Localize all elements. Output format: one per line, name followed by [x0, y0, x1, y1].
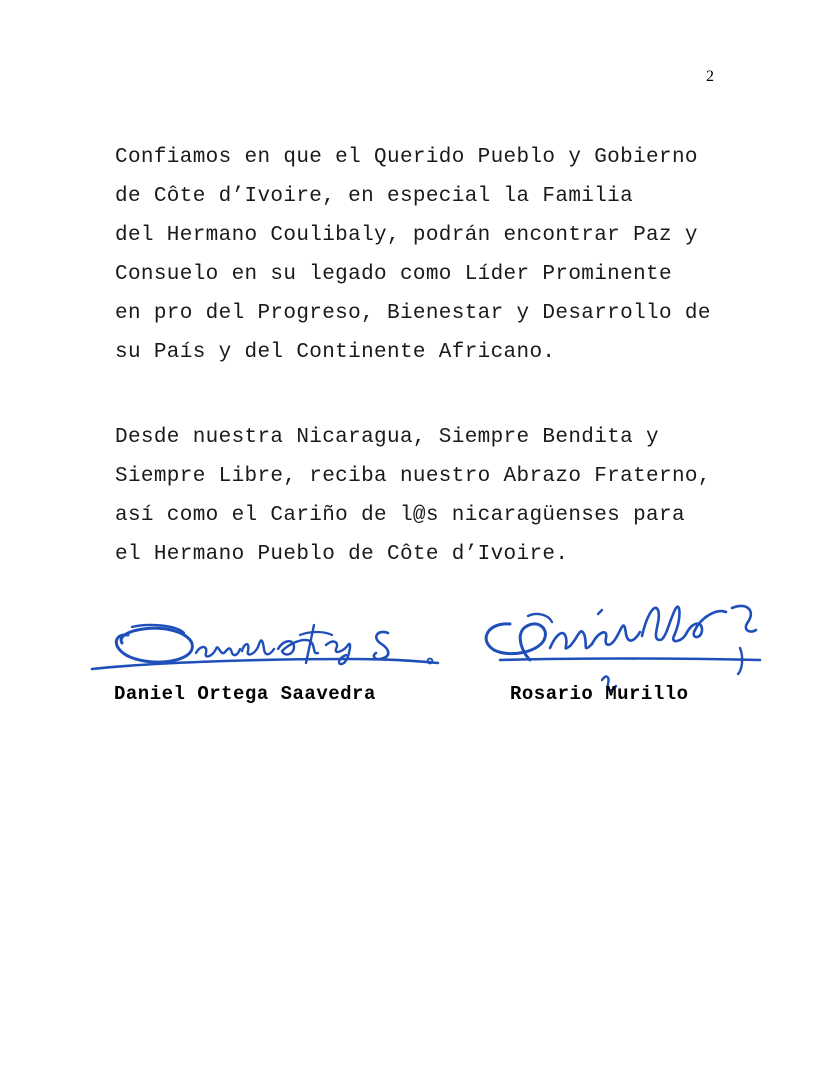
page-number: 2 [706, 68, 714, 85]
signature-ink [486, 606, 760, 690]
paragraph-line: Desde nuestra Nicaragua, Siempre Bendita y [115, 426, 659, 449]
signature-ink [92, 625, 438, 669]
paragraph-line: Confiamos en que el Querido Pueblo y Gobierno [115, 146, 698, 169]
paragraph-line: Siempre Libre, reciba nuestro Abrazo Fraterno, [115, 465, 711, 488]
signer-name-rosario-murillo: Rosario Murillo [510, 683, 689, 705]
paragraph-condolence [115, 138, 735, 372]
signer-name-daniel-ortega: Daniel Ortega Saavedra [114, 683, 376, 705]
signature-rosario-murillo [470, 588, 780, 698]
paragraph-line: Consuelo en su legado como Líder Prominente [115, 263, 672, 286]
paragraph-line: de Côte d’Ivoire, en especial la Familia [115, 185, 634, 208]
paragraph-greeting [115, 418, 735, 574]
paragraph-line: del Hermano Coulibaly, podrán encontrar Paz y [115, 224, 698, 247]
paragraph-line: en pro del Progreso, Bienestar y Desarrollo de [115, 302, 711, 325]
signature-daniel-ortega [88, 605, 448, 690]
paragraph-line: el Hermano Pueblo de Côte d’Ivoire. [115, 543, 569, 566]
paragraph-line: así como el Cariño de l@s nicaragüenses para [115, 504, 685, 527]
paragraph-line: su País y del Continente Africano. [115, 341, 556, 364]
